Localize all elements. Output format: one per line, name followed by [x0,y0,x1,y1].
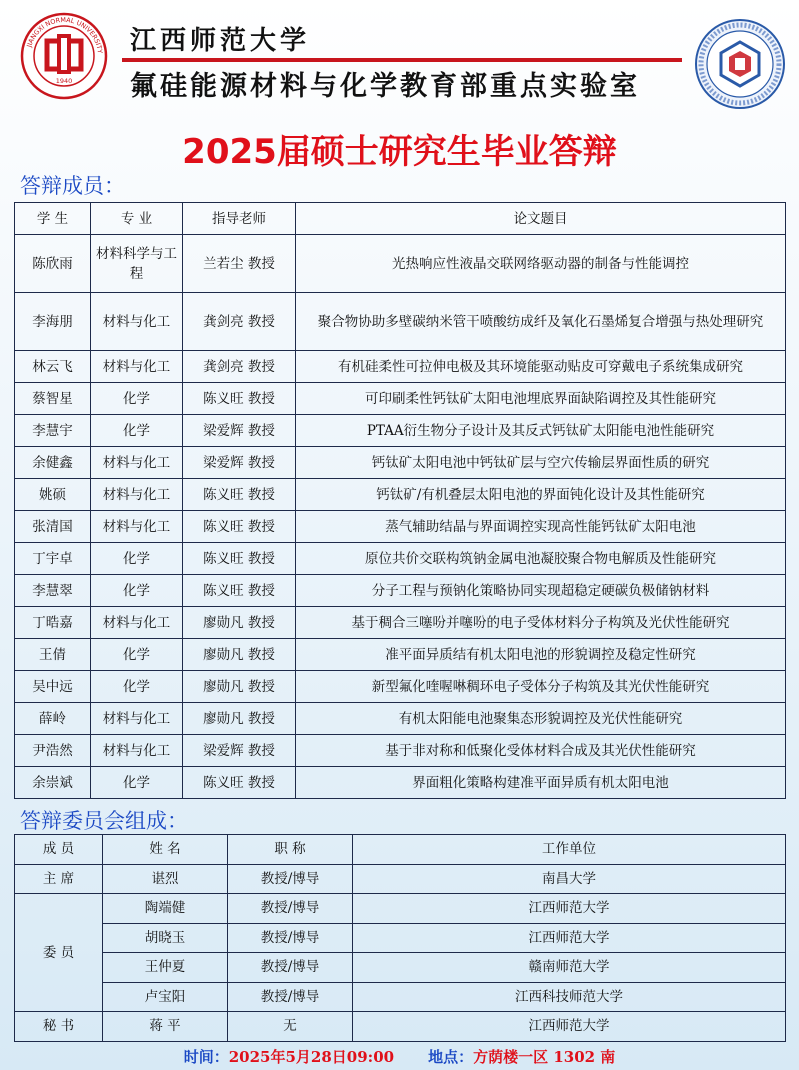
major: 材料与化工 [91,293,183,351]
defense-members-table [14,202,786,799]
member-unit: 江西科技师范大学 [353,982,786,1012]
committee-member-row [15,894,786,924]
thesis-title: PTAA衍生物分子设计及其反式钙钛矿太阳能电池性能研究 [296,415,786,447]
member-rank: 教授/博导 [228,894,353,924]
defense-committee-table [14,834,786,1042]
thesis-title: 准平面异质结有机太阳电池的形貌调控及稳定性研究 [296,639,786,671]
logo-ring-text: JIANGXI NORMAL UNIVERSITY [25,15,104,54]
secretary-rank: 无 [228,1012,353,1042]
student-name: 蔡智星 [15,383,91,415]
committee-member-row [15,953,786,983]
member-unit: 江西师范大学 [353,923,786,953]
page-title: 2025届硕士研究生毕业答辩 [182,132,617,172]
student-name: 张清国 [15,511,91,543]
major: 化学 [91,543,183,575]
major: 化学 [91,575,183,607]
student-name: 王倩 [15,639,91,671]
table-row [15,703,786,735]
table-header-row [15,203,786,235]
student-name: 李慧宇 [15,415,91,447]
major: 材料与化工 [91,447,183,479]
thesis-title: 有机硅柔性可拉伸电极及其环境能驱动贴皮可穿戴电子系统集成研究 [296,351,786,383]
table-row [15,735,786,767]
chair-rank: 教授/博导 [228,864,353,894]
advisor: 陈义旺 教授 [183,767,296,799]
advisor: 陈义旺 教授 [183,479,296,511]
major: 化学 [91,415,183,447]
table-row [15,383,786,415]
time-value: 2025年5月28日09:00 [228,1048,395,1066]
advisor: 陈义旺 教授 [183,511,296,543]
advisor: 廖勋凡 教授 [183,639,296,671]
advisor: 廖勋凡 教授 [183,607,296,639]
thesis-title: 可印刷柔性钙钛矿太阳电池埋底界面缺陷调控及其性能研究 [296,383,786,415]
table-row [15,293,786,351]
secretary-name: 蒋 平 [103,1012,228,1042]
thesis-title: 基于稠合三噻吩并噻吩的电子受体材料分子构筑及光伏性能研究 [296,607,786,639]
table-row [15,511,786,543]
member-rank: 教授/博导 [228,923,353,953]
time-label: 时间： [183,1048,229,1066]
committee-section-title: 答辩委员会组成： [20,809,188,833]
member-name: 陶端健 [103,894,228,924]
table-row [15,639,786,671]
major: 材料与化工 [91,511,183,543]
header-divider [122,58,682,62]
committee-member-row [15,923,786,953]
thesis-title: 基于非对称和低聚化受体材料合成及其光伏性能研究 [296,735,786,767]
logo-year: 1940 [55,77,73,85]
table-row [15,351,786,383]
thesis-title: 分子工程与预钠化策略协同实现超稳定硬碳负极储钠材料 [296,575,786,607]
secretary-role: 秘 书 [15,1012,103,1042]
defense-time-place [0,1046,799,1067]
student-name: 尹浩然 [15,735,91,767]
table-row [15,671,786,703]
thesis-title: 界面粗化策略构建准平面异质有机太阳电池 [296,767,786,799]
member-unit: 赣南师范大学 [353,953,786,983]
table-row [15,479,786,511]
chair-name: 谌烈 [103,864,228,894]
student-name: 陈欣雨 [15,235,91,293]
major: 材料科学与工程 [91,235,183,293]
thesis-title: 钙钛矿太阳电池中钙钛矿层与空穴传输层界面性质的研究 [296,447,786,479]
thesis-title: 新型氟化喹喔啉稠环电子受体分子构筑及其光伏性能研究 [296,671,786,703]
member-unit: 江西师范大学 [353,894,786,924]
lab-name: 氟硅能源材料与化学教育部重点实验室 [130,71,640,102]
table-row [15,447,786,479]
major: 化学 [91,383,183,415]
header-advisor: 指导老师 [183,203,296,235]
advisor: 陈义旺 教授 [183,575,296,607]
university-logo [20,12,108,100]
student-name: 李海朋 [15,293,91,351]
thesis-title: 蒸气辅助结晶与界面调控实现高性能钙钛矿太阳电池 [296,511,786,543]
student-name: 林云飞 [15,351,91,383]
table-row [15,415,786,447]
header-unit: 工作单位 [353,835,786,865]
table-row [15,575,786,607]
student-name: 吴中远 [15,671,91,703]
member-name: 胡晓玉 [103,923,228,953]
header-rank: 职 称 [228,835,353,865]
major: 材料与化工 [91,351,183,383]
header-thesis-title: 论文题目 [296,203,786,235]
advisor: 廖勋凡 教授 [183,671,296,703]
member-role: 委 员 [15,894,103,1012]
student-name: 丁宇卓 [15,543,91,575]
header-role: 成 员 [15,835,103,865]
header-name: 姓 名 [103,835,228,865]
advisor: 廖勋凡 教授 [183,703,296,735]
advisor: 陈义旺 教授 [183,543,296,575]
university-name: 江西师范大学 [130,26,311,56]
chair-role: 主 席 [15,864,103,894]
advisor: 龚剑亮 教授 [183,293,296,351]
table-row [15,543,786,575]
major: 化学 [91,671,183,703]
lab-logo [694,18,786,110]
major: 材料与化工 [91,735,183,767]
members-section-title: 答辩成员： [20,174,125,198]
table-header-row [15,835,786,865]
member-name: 卢宝阳 [103,982,228,1012]
advisor: 梁爱辉 教授 [183,447,296,479]
advisor: 兰若尘 教授 [183,235,296,293]
thesis-title: 光热响应性液晶交联网络驱动器的制备与性能调控 [296,235,786,293]
advisor: 陈义旺 教授 [183,383,296,415]
committee-secretary-row [15,1012,786,1042]
member-rank: 教授/博导 [228,953,353,983]
committee-member-row [15,982,786,1012]
major: 材料与化工 [91,479,183,511]
member-rank: 教授/博导 [228,982,353,1012]
advisor: 梁爱辉 教授 [183,735,296,767]
student-name: 姚硕 [15,479,91,511]
secretary-unit: 江西师范大学 [353,1012,786,1042]
header-student: 学 生 [15,203,91,235]
student-name: 李慧翠 [15,575,91,607]
thesis-title: 聚合物协助多壁碳纳米管干喷酸纺成纤及氧化石墨烯复合增强与热处理研究 [296,293,786,351]
table-row [15,767,786,799]
table-row [15,607,786,639]
student-name: 余健鑫 [15,447,91,479]
student-name: 丁晧嘉 [15,607,91,639]
chair-unit: 南昌大学 [353,864,786,894]
major: 化学 [91,639,183,671]
place-value: 方荫楼一区 1302 南 [473,1048,616,1066]
thesis-title: 原位共价交联构筑钠金属电池凝胶聚合物电解质及性能研究 [296,543,786,575]
member-name: 王仲夏 [103,953,228,983]
advisor: 梁爱辉 教授 [183,415,296,447]
header [0,0,799,116]
thesis-title: 有机太阳能电池聚集态形貌调控及光伏性能研究 [296,703,786,735]
major: 材料与化工 [91,703,183,735]
student-name: 薛岭 [15,703,91,735]
major: 材料与化工 [91,607,183,639]
header-major: 专 业 [91,203,183,235]
student-name: 余崇斌 [15,767,91,799]
committee-chair-row [15,864,786,894]
table-row [15,235,786,293]
thesis-title: 钙钛矿/有机叠层太阳电池的界面钝化设计及其性能研究 [296,479,786,511]
place-label: 地点： [428,1048,474,1066]
major: 化学 [91,767,183,799]
advisor: 龚剑亮 教授 [183,351,296,383]
